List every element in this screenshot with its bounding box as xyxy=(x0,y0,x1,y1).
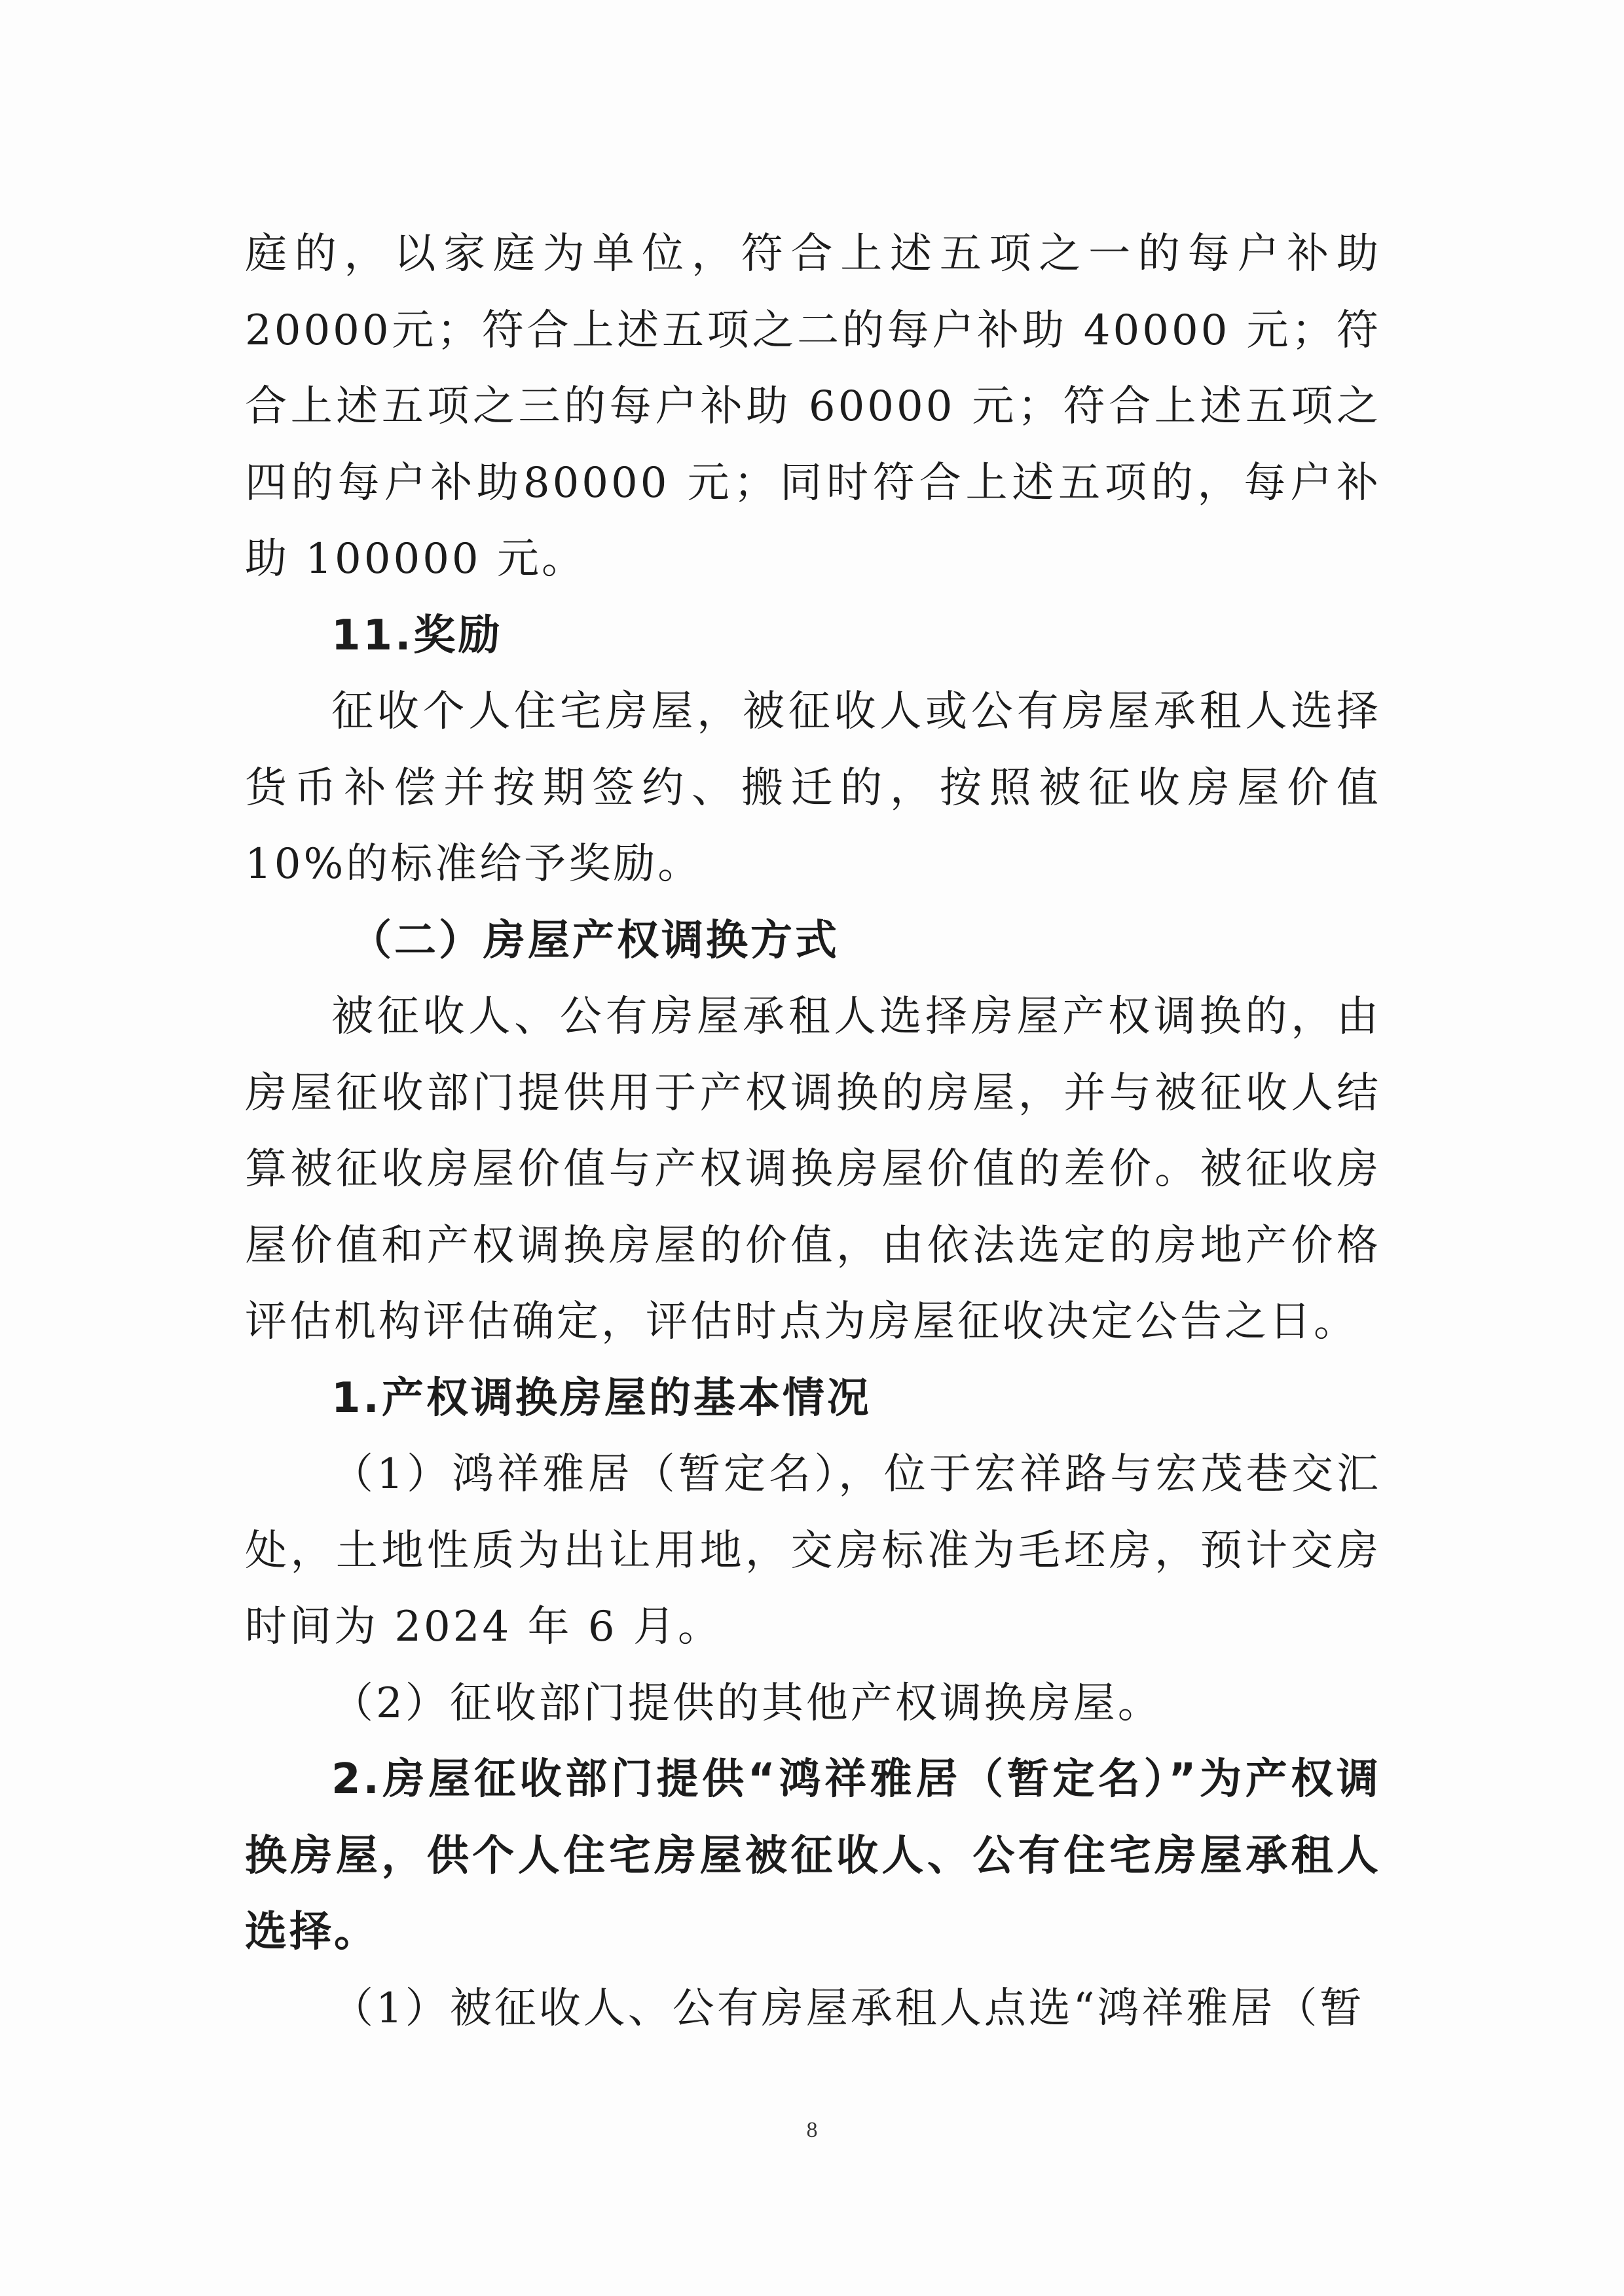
document-body xyxy=(245,216,1381,2047)
paragraph-housing-item-1: （1）鸿祥雅居（暂定名），位于宏祥路与宏茂巷交汇处，土地性质为出让用地，交房标准为毛坯房，预计交房时间为 2024 年 6 月。 xyxy=(245,1450,1381,1651)
heading-property-exchange: （二）房屋产权调换方式 xyxy=(350,916,840,965)
paragraph-housing-item-2: （2）征收部门提供的其他产权调换房屋。 xyxy=(331,1679,1162,1728)
page-number: 8 xyxy=(806,2118,818,2142)
heading-reward: 11.奖励 xyxy=(331,611,503,660)
heading-housing-provision: 2.房屋征收部门提供“鸿祥雅居（暂定名）”为产权调换房屋，供个人住宅房屋被征收人、公有住宅房屋承租人选择。 xyxy=(245,1755,1381,1956)
paragraph-selection-item-1: （1）被征收人、公有房屋承租人点选“鸿祥雅居（暂 xyxy=(331,1984,1365,2033)
paragraph-property-exchange: 被征收人、公有房屋承租人选择房屋产权调换的，由房屋征收部门提供用于产权调换的房屋，并与被征收人结算被征收房屋价值与产权调换房屋价值的差价。被征收房屋价值和产权调换房屋的价值，由依法选定的房地产价格评估机构评估确定，评估时点为房屋征收决定公告之日。 xyxy=(245,993,1381,1346)
paragraph-subsidy-continued: 庭的，以家庭为单位，符合上述五项之一的每户补助 20000元；符合上述五项之二的每户补助 40000 元；符合上述五项之三的每户补助 60000 元；符合上述五项之四的每户补助80000 元；同时符合上述五项的，每户补助 100000 元。 xyxy=(245,230,1381,583)
heading-exchange-housing-info: 1.产权调换房屋的基本情况 xyxy=(331,1374,872,1423)
paragraph-reward: 征收个人住宅房屋，被征收人或公有房屋承租人选择货币补偿并按期签约、搬迁的，按照被征收房屋价值 10%的标准给予奖励。 xyxy=(245,687,1381,888)
